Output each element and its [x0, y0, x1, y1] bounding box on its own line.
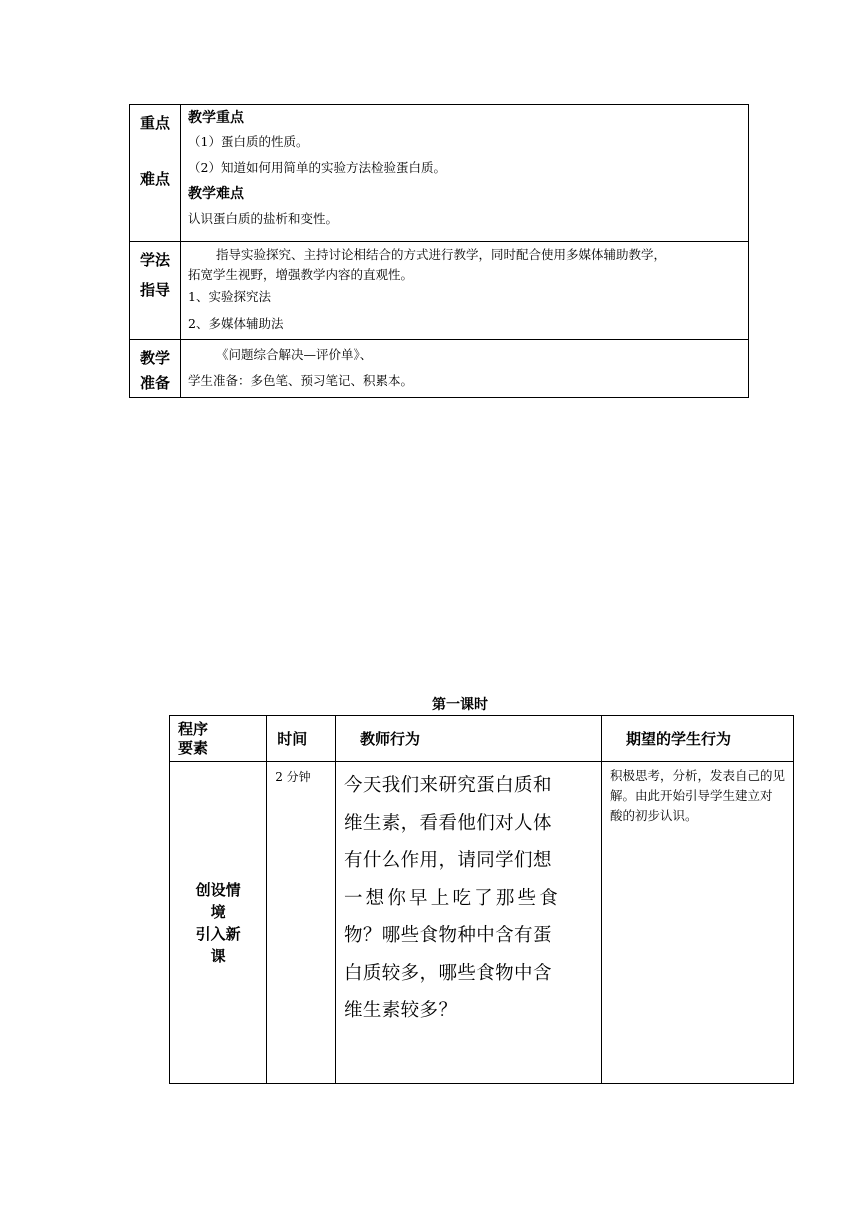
method-item: 1、实验探究法 [188, 289, 271, 304]
stage-cell: 创设情 境 引入新 课 [170, 762, 267, 1084]
expected-student-behavior-cell: 积极思考，分析，发表自己的见 解。由此开始引导学生建立对 酸的初步认识。 [601, 762, 793, 1084]
difficulty-title: 教学难点 [188, 186, 244, 202]
key-difficulty-label: 重点 难点 [130, 105, 181, 242]
method-guidance-row [130, 242, 749, 340]
method-guidance-label: 学法 指导 [130, 242, 181, 340]
method-guidance-content [181, 242, 749, 340]
header-expected-student-behavior: 期望的学生行为 [601, 716, 793, 762]
header-time: 时间 [267, 716, 336, 762]
key-difficulty-content [181, 105, 749, 242]
method-item: 2、多媒体辅助法 [188, 316, 284, 331]
table-row [170, 762, 794, 1084]
key-points-title: 教学重点 [188, 110, 244, 126]
teaching-preparation-content [181, 340, 749, 398]
teaching-plan-table [129, 104, 749, 398]
teacher-behavior-cell: 今天我们来研究蛋白质和 维生素，看看他们对人体 有什么作用，请同学们想 一想你早上吃了那些食 物？哪些食物种中含有蛋 白质较多，哪些食物中含 维生素较多？ [335, 762, 601, 1084]
header-procedure-elements: 程序 要素 [170, 716, 267, 762]
difficulty-text: 认识蛋白质的盐析和变性。 [188, 211, 339, 226]
preparation-item: 《问题综合解决—评价单》、 [216, 347, 373, 362]
preparation-item: 学生准备：多色笔、预习笔记、积累本。 [188, 373, 414, 388]
teaching-preparation-label: 教学 准备 [130, 340, 181, 398]
lesson-procedure-table [169, 715, 794, 1084]
key-difficulty-row [130, 105, 749, 242]
key-point-item: （2）知道如何用简单的实验方法检验蛋白质。 [188, 160, 446, 175]
guidance-paragraph: 指导实验探究、主持讨论相结合的方式进行教学，同时配合使用多媒体辅助教学， [216, 247, 667, 262]
time-cell: 2 分钟 [267, 762, 336, 1084]
header-teacher-behavior: 教师行为 [335, 716, 601, 762]
guidance-paragraph: 拓宽学生视野，增强教学内容的直观性。 [188, 267, 414, 282]
lesson-title: 第一课时 [432, 697, 488, 713]
teaching-preparation-row [130, 340, 749, 398]
key-point-item: （1）蛋白质的性质。 [188, 134, 309, 149]
table-header-row [170, 716, 794, 762]
